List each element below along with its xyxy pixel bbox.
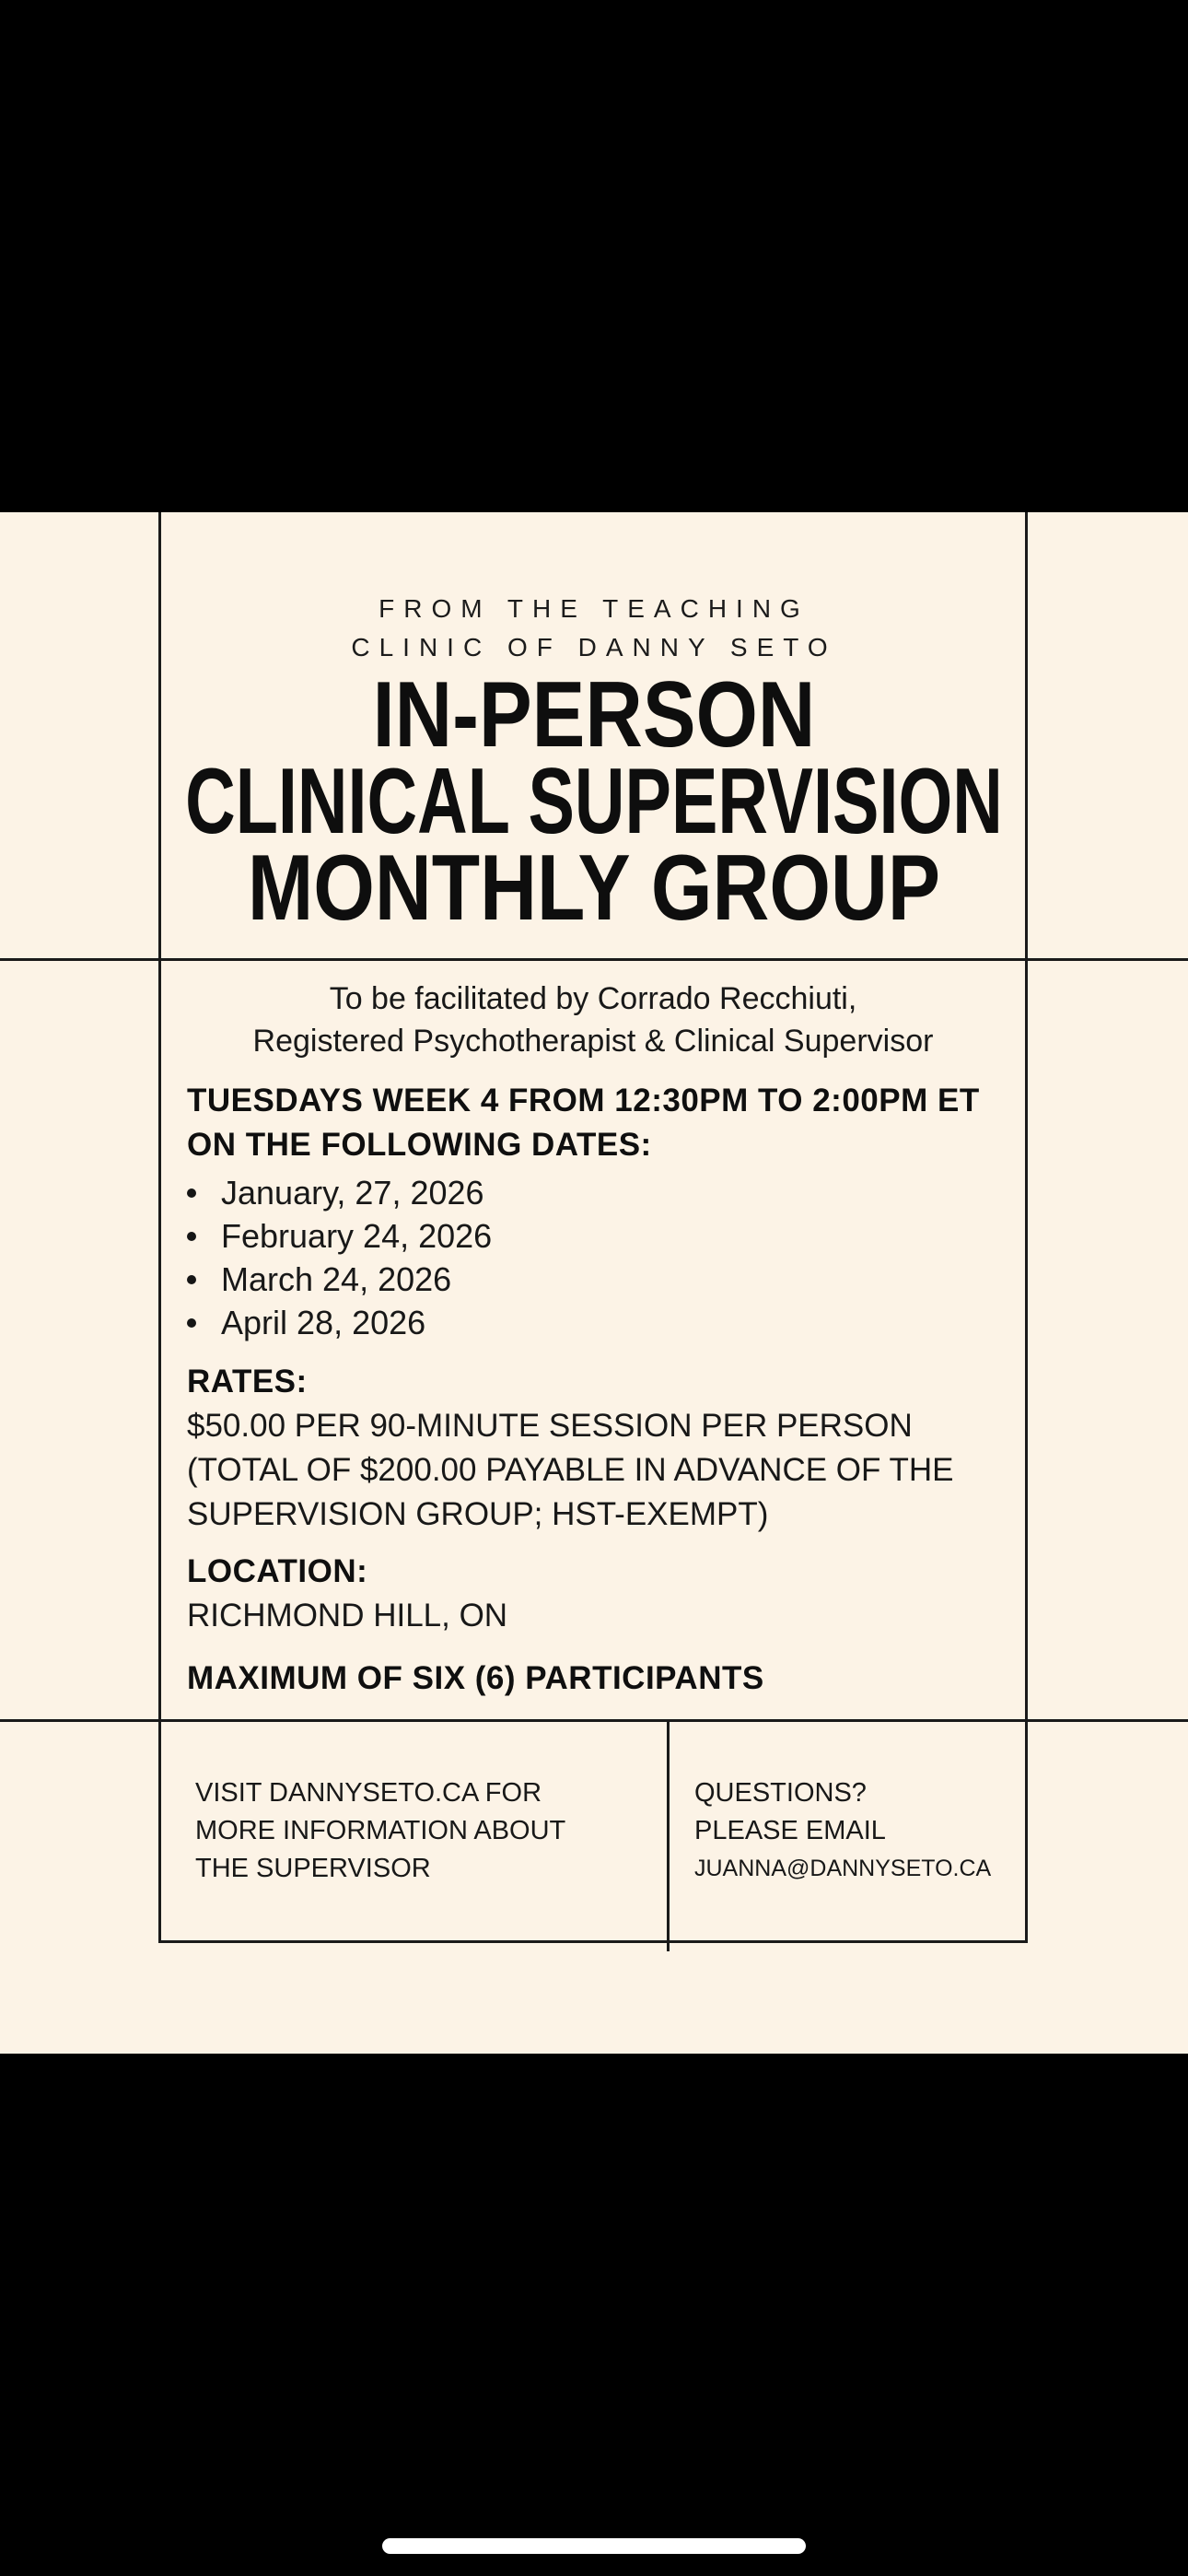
footer-email-text: JUANNA@DANNYSETO.CA: [694, 1856, 992, 1881]
footer-left-line-1: VISIT DANNYSETO.CA FOR: [195, 1778, 542, 1808]
list-item: [187, 1214, 492, 1258]
flyer-poster: [0, 512, 1188, 2054]
list-item: [187, 1258, 492, 1301]
header-divider-rule: [0, 958, 1188, 961]
footer-left-line-3: THE SUPERVISOR: [195, 1854, 431, 1883]
footer-left-box: [158, 1719, 667, 1943]
eyebrow-text: [0, 590, 1188, 667]
rates-heading: RATES:: [187, 1364, 308, 1399]
rates-line-3: SUPERVISION GROUP; HST-EXEMPT): [187, 1496, 769, 1532]
footer-left-line-2: MORE INFORMATION ABOUT: [195, 1816, 566, 1845]
title-line-1: IN-PERSON: [372, 662, 816, 767]
bullet-icon: [187, 1188, 196, 1198]
rates-line-1: $50.00 PER 90-MINUTE SESSION PER PERSON: [187, 1408, 913, 1444]
rates-line-2: (TOTAL OF $200.00 PAYABLE IN ADVANCE OF THE: [187, 1452, 954, 1488]
session-dates-list: [187, 1171, 492, 1344]
title-line-3: MONTHLY GROUP: [247, 835, 941, 940]
date-text: April 28, 2026: [221, 1304, 426, 1341]
bullet-icon: [187, 1275, 196, 1284]
schedule-heading-line-2: ON THE FOLLOWING DATES:: [187, 1127, 652, 1163]
bullet-icon: [187, 1318, 196, 1328]
max-participants-text: MAXIMUM OF SIX (6) PARTICIPANTS: [187, 1660, 764, 1696]
home-indicator[interactable]: [382, 2538, 806, 2554]
bullet-icon: [187, 1232, 196, 1241]
list-item: [187, 1301, 492, 1344]
title-line-2: CLINICAL SUPERVISION: [185, 748, 1003, 853]
location-section: [187, 1550, 507, 1638]
footer-right-line-2: PLEASE EMAIL: [694, 1816, 886, 1845]
page-title: [0, 662, 1188, 940]
rates-section: [187, 1360, 954, 1537]
date-text: March 24, 2026: [221, 1260, 452, 1298]
date-text: February 24, 2026: [221, 1217, 493, 1255]
footer-right-line-1: QUESTIONS?: [694, 1778, 867, 1808]
date-text: January, 27, 2026: [221, 1174, 484, 1212]
location-value: RICHMOND HILL, ON: [187, 1598, 508, 1633]
schedule-heading: [187, 1079, 980, 1167]
footer-right-box: [670, 1719, 1025, 1943]
eyebrow-line-2: CLINIC OF DANNY SETO: [351, 633, 837, 662]
eyebrow-line-1: FROM THE TEACHING: [379, 594, 809, 623]
facilitator-line-1: To be facilitated by Corrado Recchiuti,: [329, 981, 857, 1016]
facilitator-line-2: Registered Psychotherapist & Clinical Supervisor: [252, 1024, 934, 1059]
schedule-heading-line-1: TUESDAYS WEEK 4 FROM 12:30PM TO 2:00PM ET: [187, 1083, 980, 1118]
facilitator-text: [158, 978, 1028, 1062]
list-item: [187, 1171, 492, 1214]
location-heading: LOCATION:: [187, 1553, 368, 1589]
